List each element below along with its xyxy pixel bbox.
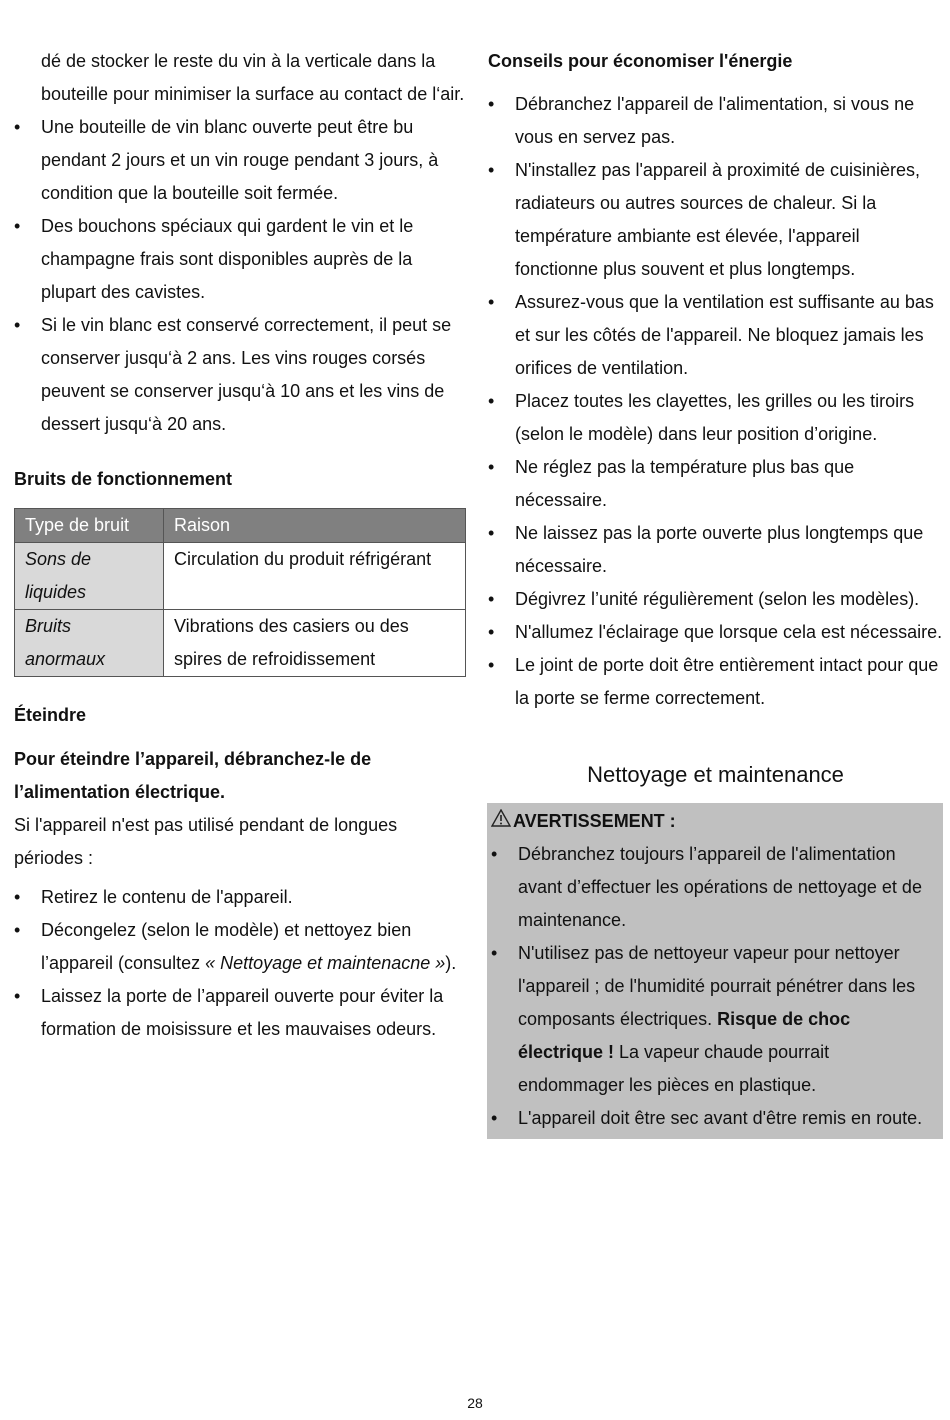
page-number: 28 [467, 1395, 483, 1411]
cross-reference: « Nettoyage et maintenacne » [205, 953, 446, 973]
list-item: • Débranchez toujours l’appareil de l'alimentation avant d’effectuer les opérations de nettoyage et de maintenance. [491, 838, 939, 937]
list-item: • L'appareil doit être sec avant d'être remis en route. [491, 1102, 939, 1135]
energy-tips-list [488, 88, 943, 715]
noise-heading: Bruits de fonctionnement [14, 469, 233, 489]
left-column [14, 45, 466, 1046]
wine-tips-list [14, 111, 466, 441]
continuation-text: dé de stocker le reste du vin à la verticale dans la bouteille pour minimiser la surface au contact de l‘air. [41, 51, 465, 104]
warning-box [487, 803, 943, 1139]
energy-heading: Conseils pour économiser l'énergie [488, 51, 793, 71]
warning-list [491, 838, 939, 1135]
list-item-text: N'utilisez pas de nettoyeur vapeur pour nettoyer l'appareil ; de l'humidité pourrait pénétrer dans les composants électriques. [518, 943, 916, 1029]
list-item: • Débranchez l'appareil de l'alimentation, si vous ne vous en servez pas. [488, 88, 943, 154]
warning-title-row [491, 805, 939, 838]
noise-table [14, 508, 466, 677]
list-item: • Une bouteille de vin blanc ouverte peut être bu pendant 2 jours et un vin rouge pendant 3 jours, à condition que la bouteille soit fermée. [14, 111, 466, 210]
list-item: • Assurez-vous que la ventilation est suffisante au bas et sur les côtés de l'appareil. Ne bloquez jamais les orifices de ventilation. [488, 286, 943, 385]
list-item: • Retirez le contenu de l'appareil. [14, 881, 466, 914]
list-item: • Placez toutes les clayettes, les grilles ou les tiroirs (selon le modèle) dans leur position d’origine. [488, 385, 943, 451]
list-item: • Des bouchons spéciaux qui gardent le vin et le champagne frais sont disponibles auprès de la plupart des cavistes. [14, 210, 466, 309]
list-item: • Dégivrez l’unité régulièrement (selon les modèles). [488, 583, 943, 616]
list-item: • Laissez la porte de l’appareil ouverte pour éviter la formation de moisissure et les mauvaises odeurs. [14, 980, 466, 1046]
list-item [491, 937, 939, 1102]
cleaning-section-title: Nettoyage et maintenance [587, 762, 844, 787]
list-item: • Si le vin blanc est conservé correctement, il peut se conserver jusqu‘à 2 ans. Les vins rouges corsés peuvent se conserver jusqu‘à 10 ans et les vins de dessert jusqu‘à 20 ans. [14, 309, 466, 441]
table-header-row [15, 509, 466, 543]
warning-triangle-icon [491, 805, 513, 838]
switch-off-list [14, 881, 466, 1046]
list-item [14, 914, 466, 980]
switch-off-instruction: Pour éteindre l’appareil, débranchez-le de l’alimentation électrique. [14, 749, 372, 802]
right-column [488, 45, 943, 1139]
table-header-type: Type de bruit [15, 509, 164, 543]
switch-off-intro: Si l'appareil n'est pas utilisé pendant de longues périodes : [14, 815, 398, 868]
noise-reason-cell: Vibrations des casiers ou des spires de refroidissement [164, 610, 466, 677]
table-row [15, 543, 466, 610]
list-item: • N'allumez l'éclairage que lorsque cela est nécessaire. [488, 616, 943, 649]
list-item: • N'installez pas l'appareil à proximité de cuisinières, radiateurs ou autres sources de chaleur. Si la température ambiante est élevée, l'appareil fonctionne plus souvent et plus longtemps. [488, 154, 943, 286]
shock-risk-text: Risque de choc électrique ! [518, 1009, 851, 1062]
list-item-text: Décongelez (selon le modèle) et nettoyez bien l’appareil (consultez [41, 920, 412, 973]
list-item-text: ). [445, 953, 457, 973]
switch-off-heading: Éteindre [14, 705, 87, 725]
list-item: • Ne réglez pas la température plus bas que nécessaire. [488, 451, 943, 517]
list-item: • Le joint de porte doit être entièrement intact pour que la porte se ferme correctement. [488, 649, 943, 715]
warning-title: AVERTISSEMENT : [513, 811, 676, 831]
noise-type-cell: Bruits anormaux [15, 610, 164, 677]
table-row [15, 610, 466, 677]
noise-reason-cell: Circulation du produit réfrigérant [164, 543, 466, 610]
noise-type-cell: Sons de liquides [15, 543, 164, 610]
table-header-reason: Raison [164, 509, 466, 543]
list-item: • Ne laissez pas la porte ouverte plus longtemps que nécessaire. [488, 517, 943, 583]
list-item-text: La vapeur chaude pourrait endommager les pièces en plastique. [518, 1042, 830, 1095]
